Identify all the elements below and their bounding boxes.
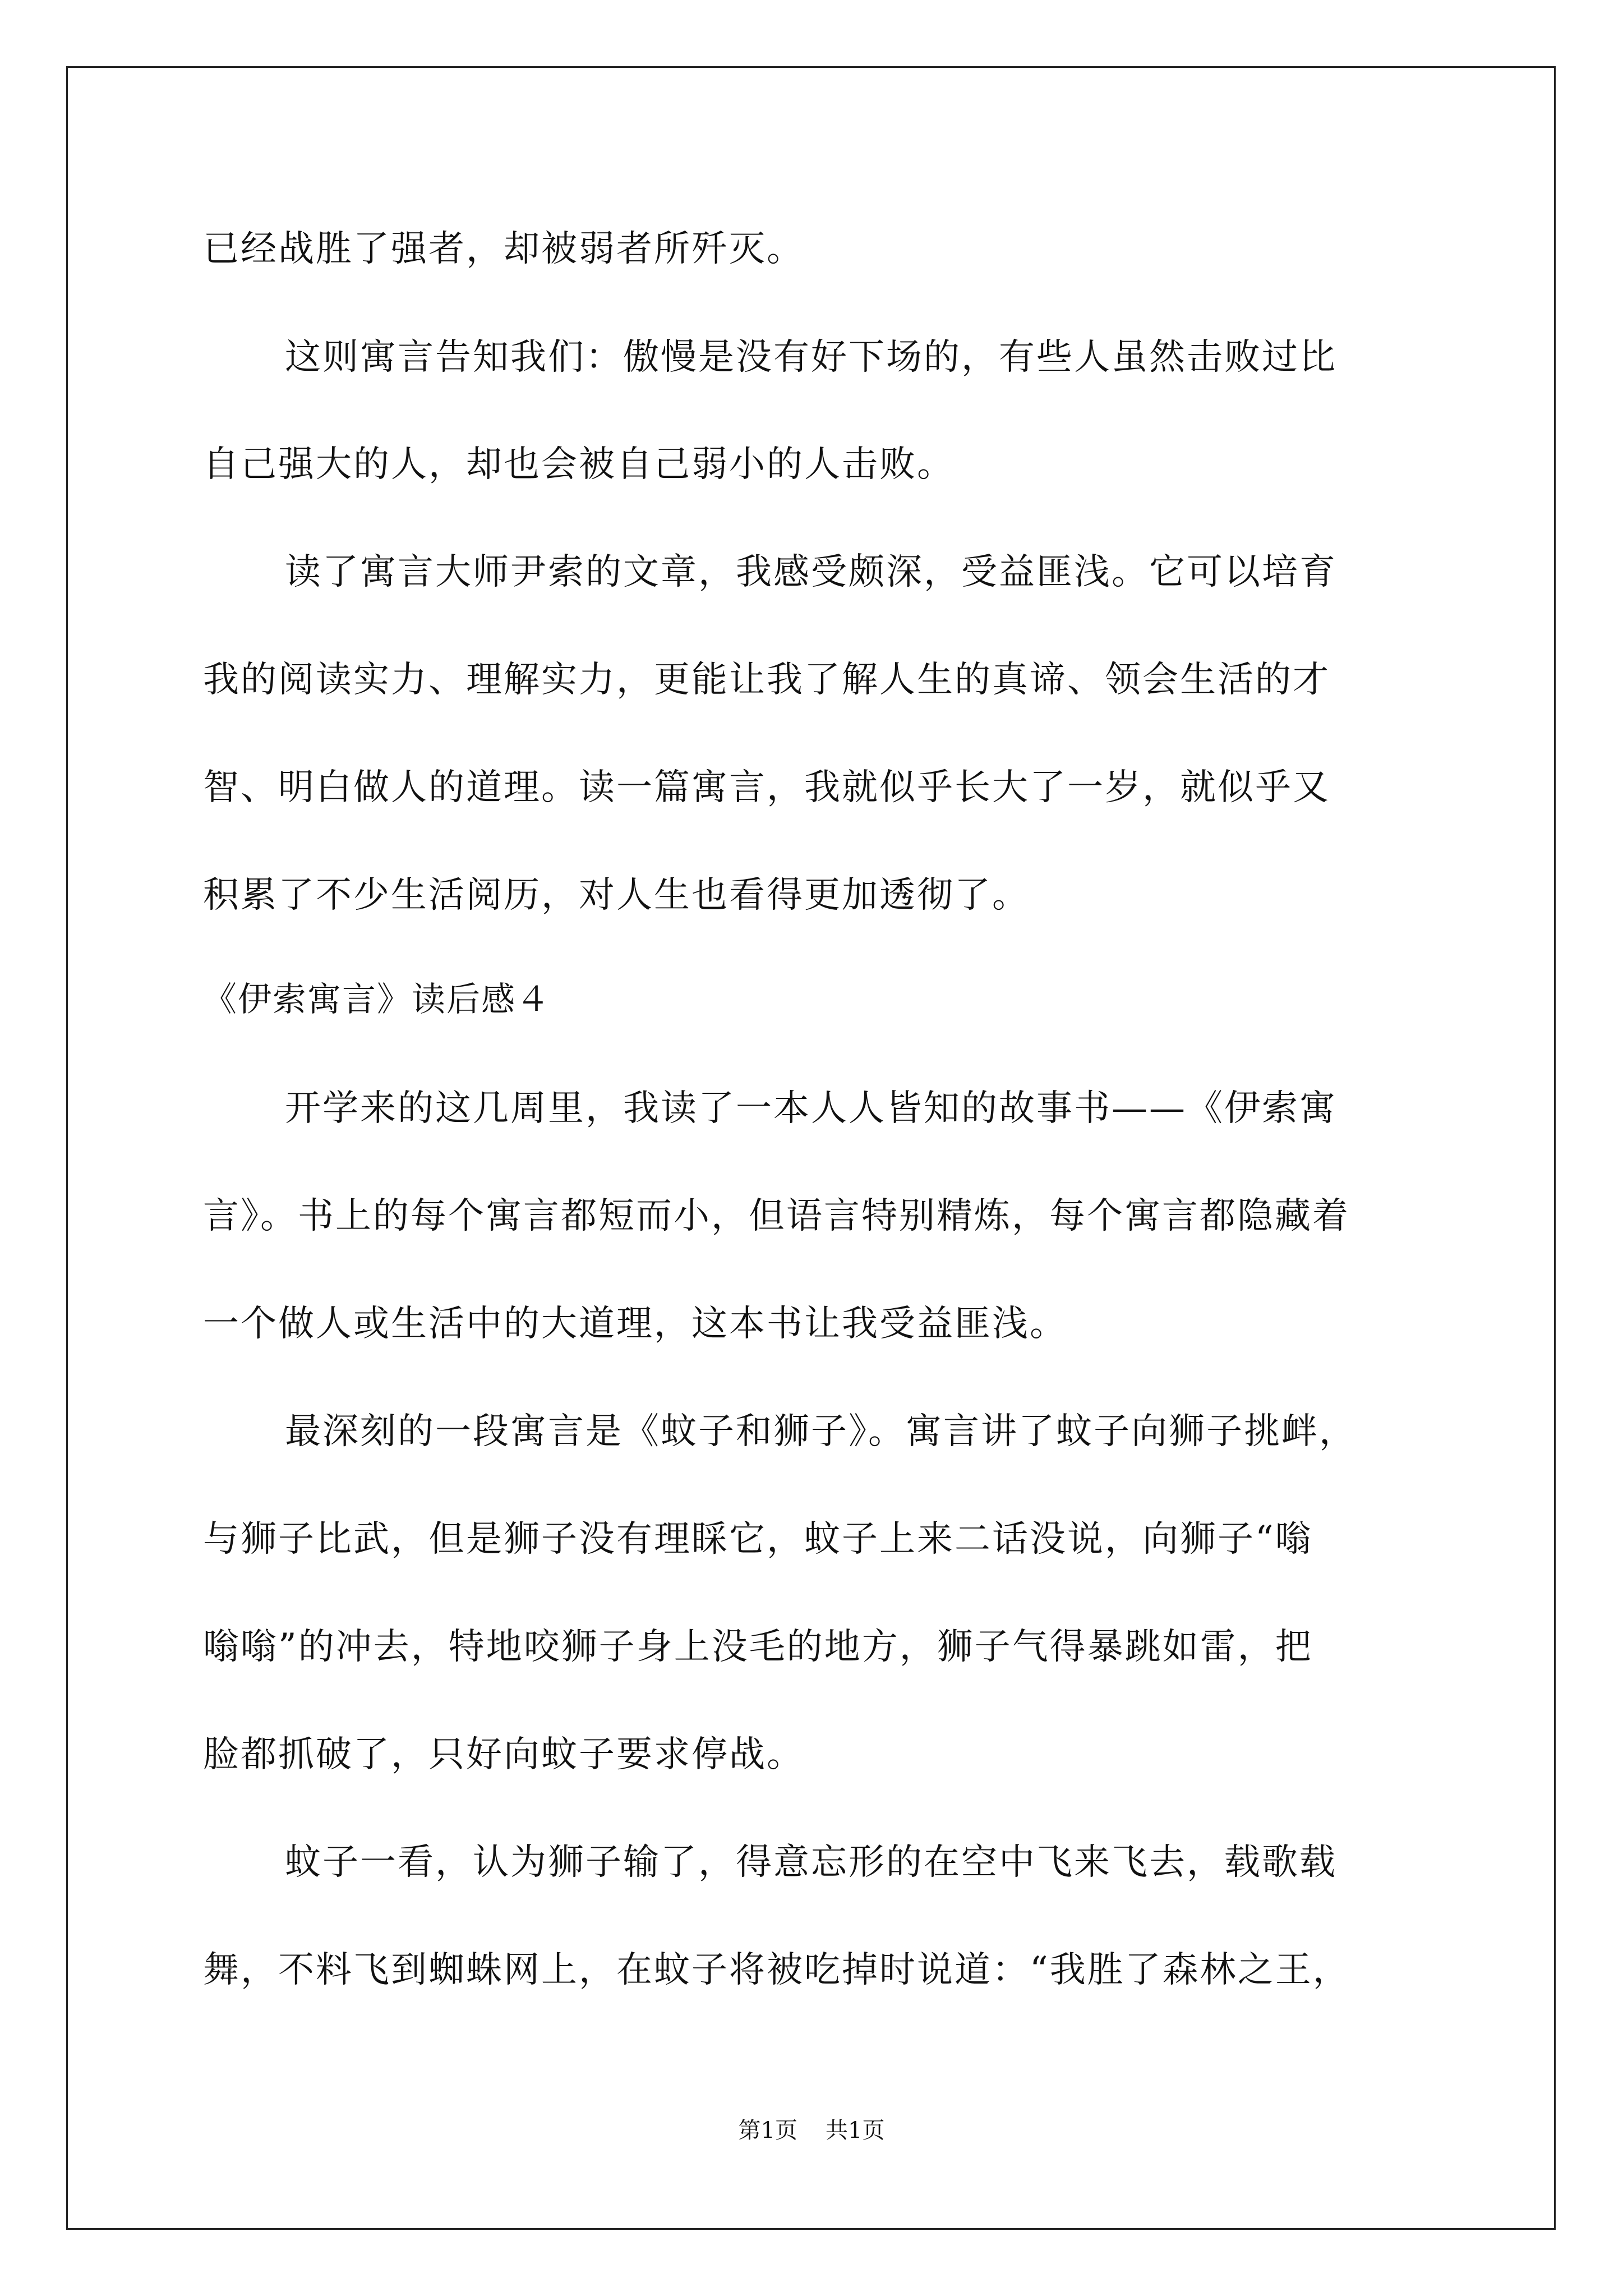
text-line: 我的阅读实力、理解实力，更能让我了解人生的真谛、领会生活的才 xyxy=(203,659,1330,701)
paragraph-line: 这则寓言告知我们：傲慢是没有好下场的，有些人虽然击败过比 xyxy=(285,337,1337,378)
page-footer xyxy=(0,2119,1623,2142)
text-line: 与狮子比武，但是狮子没有理睬它，蚊子上来二话没说，向狮子“嗡 xyxy=(203,1519,1313,1560)
text-line: 舞，不料飞到蜘蛛网上，在蚊子将被吃掉时说道：“我胜了森林之王， xyxy=(203,1949,1350,1991)
page-frame xyxy=(66,66,1556,2230)
text-line: 智、明白做人的道理。读一篇寓言，我就似乎长大了一岁，就似乎又 xyxy=(203,767,1330,808)
text-line: 言》。书上的每个寓言都短而小，但语言特别精炼，每个寓言都隐藏着 xyxy=(203,1195,1350,1237)
text-line: 自己强大的人，却也会被自己弱小的人击败。 xyxy=(203,444,955,485)
text-line: 一个做人或生活中的大道理，这本书让我受益匪浅。 xyxy=(203,1303,1067,1345)
section-heading: 《伊索寓言》读后感４ xyxy=(203,980,551,1019)
text-line: 嗡嗡”的冲去，特地咬狮子身上没毛的地方，狮子气得暴跳如雷，把 xyxy=(203,1626,1313,1668)
paragraph-line: 读了寓言大师尹索的文章，我感受颇深，受益匪浅。它可以培育 xyxy=(285,551,1337,593)
text-line: 积累了不少生活阅历，对人生也看得更加透彻了。 xyxy=(203,875,1030,916)
text-line: 脸都抓破了，只好向蚊子要求停战。 xyxy=(203,1734,804,1775)
page-number: 第1页 xyxy=(738,2118,797,2143)
paragraph-line: 开学来的这几周里，我读了一本人人皆知的故事书——《伊索寓 xyxy=(285,1088,1337,1129)
page-total: 共1页 xyxy=(826,2118,885,2143)
paragraph-line: 最深刻的一段寓言是《蚊子和狮子》。寓言讲了蚊子向狮子挑衅， xyxy=(285,1411,1357,1452)
text-line: 已经战胜了强者，却被弱者所歼灭。 xyxy=(203,228,804,270)
paragraph-line: 蚊子一看，认为狮子输了，得意忘形的在空中飞来飞去，载歌载 xyxy=(285,1842,1337,1883)
